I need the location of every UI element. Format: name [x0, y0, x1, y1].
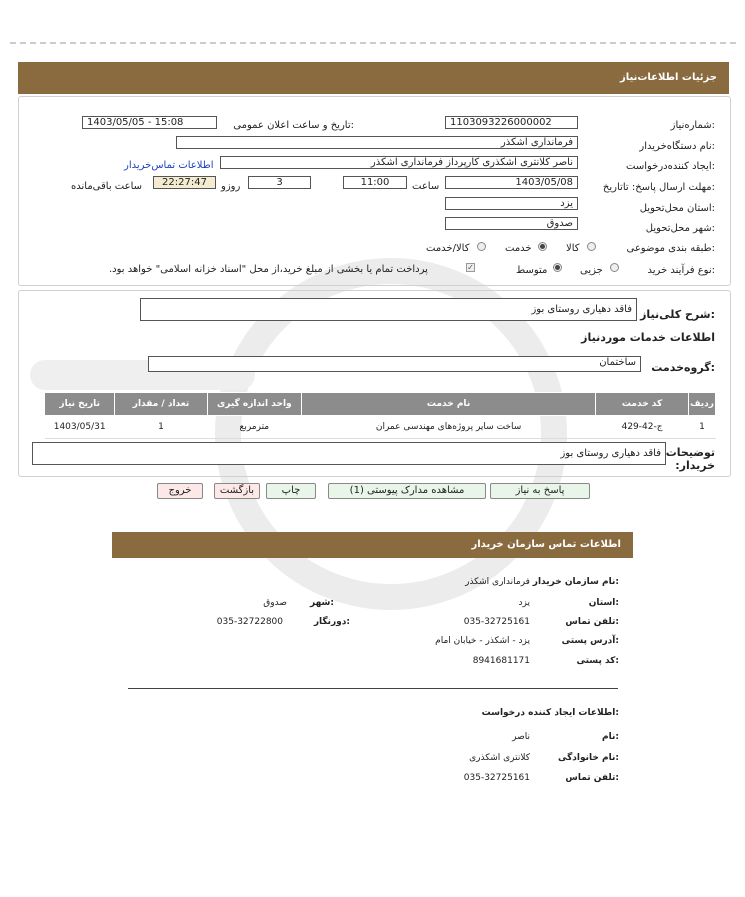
creator-phone-label: تلفن تماس:	[565, 773, 619, 783]
creator-family: کلانتری اشکذری	[469, 753, 530, 763]
contact-phone: 035-32725161	[463, 617, 530, 627]
services-title: اطلاعات خدمات موردنیاز	[581, 331, 715, 344]
remaining-time-field: 22:27:47	[153, 176, 216, 189]
deadline-date-field: 1403/05/08	[445, 176, 578, 189]
process-radio-minor[interactable]	[610, 263, 619, 272]
cell-code: ج-42-429	[596, 416, 689, 439]
contact-fax-label: دورنگار:	[313, 617, 350, 627]
process-option-minor: جزیی	[580, 265, 603, 276]
payment-note: پرداخت تمام یا بخشی از مبلغ خرید،از محل "اسناد خزانه اسلامی" خواهد بود.	[109, 264, 428, 275]
contact-postal: 8941681171	[472, 656, 530, 666]
print-button[interactable]: چاپ	[266, 483, 316, 499]
contact-province: یزد	[518, 598, 530, 608]
announce-label: تاریخ و ساعت اعلان عمومی:	[233, 120, 354, 131]
buyer-contact-link[interactable]: اطلاعات تماس‌خریدار	[124, 160, 214, 171]
reply-button[interactable]: پاسخ به نیاز	[490, 483, 590, 499]
attachments-button[interactable]: مشاهده مدارک پیوستی (1)	[328, 483, 486, 499]
city-label: شهر محل‌تحویل:	[645, 223, 715, 234]
province-field: یزد	[445, 197, 578, 210]
contact-province-label: استان:	[588, 598, 619, 608]
table-header-row	[45, 393, 716, 416]
creator-field: ناصر کلانتری اشکذری کارپرداز فرمانداری اشکذر	[220, 156, 578, 169]
contact-header	[112, 532, 633, 558]
page-title: جزئیات اطلاعات‌نیاز	[620, 72, 717, 83]
creator-label: ایجاد کننده‌درخواست:	[626, 161, 715, 172]
process-label: نوع فرآیند خرید:	[647, 265, 715, 276]
category-option-both: کالا/خدمت	[426, 243, 470, 254]
announce-field: 1403/05/05 - 15:08	[82, 116, 217, 129]
col-unit: واحد اندازه گیری	[207, 393, 301, 416]
category-option-service: خدمت	[505, 243, 532, 254]
cell-qty: 1	[115, 416, 207, 439]
contact-divider	[128, 688, 618, 689]
contact-fax: 035-32722800	[216, 617, 283, 627]
city-field: صدوق	[445, 217, 578, 230]
contact-org: فرمانداری اشکذر	[465, 577, 530, 587]
col-date: تاریخ نیاز	[45, 393, 115, 416]
col-qty: تعداد / مقدار	[115, 393, 207, 416]
contact-address: یزد - اشکذر - خیابان امام	[435, 636, 530, 646]
buyer-org-label: نام دستگاه‌خریدار:	[639, 141, 715, 152]
days-label: روزو	[221, 181, 241, 192]
process-option-medium: متوسط	[516, 265, 548, 276]
deadline-label: مهلت ارسال پاسخ: تاتاریخ:	[602, 182, 715, 193]
buyer-notes-label: توضیحات خریدار:	[665, 446, 715, 472]
col-name: نام خدمت	[302, 393, 596, 416]
table-row	[45, 416, 716, 439]
days-field: 3	[248, 176, 311, 189]
contact-address-label: آدرس پستی:	[561, 636, 619, 646]
contact-org-label: نام سازمان خریدار:	[532, 577, 619, 587]
buyer-org-field: فرمانداری اشکذر	[176, 136, 578, 149]
province-label: استان محل‌تحویل:	[639, 203, 715, 214]
back-button[interactable]: بازگشت	[214, 483, 260, 499]
cell-row: 1	[689, 416, 716, 439]
creator-info-title: اطلاعات ایجاد کننده درخواست:	[481, 708, 619, 718]
exit-button[interactable]: خروج	[157, 483, 203, 499]
service-group-field: ساختمان	[148, 356, 641, 372]
need-number-label: شماره‌نیاز:	[670, 120, 715, 131]
need-description-field: فاقد دهیاری روستای بوز	[140, 298, 637, 321]
category-radio-service[interactable]	[538, 242, 547, 251]
category-radio-goods[interactable]	[587, 242, 596, 251]
col-code: کد خدمت	[596, 393, 689, 416]
top-divider	[10, 42, 736, 44]
deadline-time-field: 11:00	[343, 176, 407, 189]
contact-phone-label: تلفن تماس:	[565, 617, 619, 627]
remaining-label: ساعت باقی‌مانده	[71, 181, 143, 192]
category-radio-both[interactable]	[477, 242, 486, 251]
services-table-wrap	[44, 392, 716, 439]
contact-title: اطلاعات تماس سازمان خریدار	[471, 539, 621, 550]
need-description-label: شرح کلی‌نیاز:	[640, 308, 715, 321]
creator-name: ناصر	[512, 732, 530, 742]
buyer-notes-field: فاقد دهیاری روستای بوز	[32, 442, 666, 465]
service-group-label: گروه‌خدمت:	[651, 361, 715, 374]
creator-phone: 035-32725161	[463, 773, 530, 783]
cell-date: 1403/05/31	[45, 416, 115, 439]
contact-city: صدوق	[263, 598, 287, 608]
deadline-time-label: ساعت	[412, 181, 440, 192]
services-table	[44, 392, 716, 439]
page-header	[18, 62, 729, 94]
contact-city-label: شهر:	[310, 598, 334, 608]
cell-name: ساخت سایر پروژه‌های مهندسی عمران	[302, 416, 596, 439]
need-number-field: 1103093226000002	[445, 116, 578, 129]
creator-name-label: نام:	[602, 732, 619, 742]
process-radio-medium[interactable]	[553, 263, 562, 272]
col-row: ردیف	[689, 393, 716, 416]
category-label: طبقه بندی موضوعی:	[626, 243, 715, 254]
category-option-goods: کالا	[566, 243, 580, 254]
treasury-checkbox[interactable]: ✓	[467, 263, 474, 272]
contact-postal-label: کد پستی:	[576, 656, 619, 666]
creator-family-label: نام خانوادگی:	[557, 753, 619, 763]
cell-unit: مترمربع	[207, 416, 301, 439]
